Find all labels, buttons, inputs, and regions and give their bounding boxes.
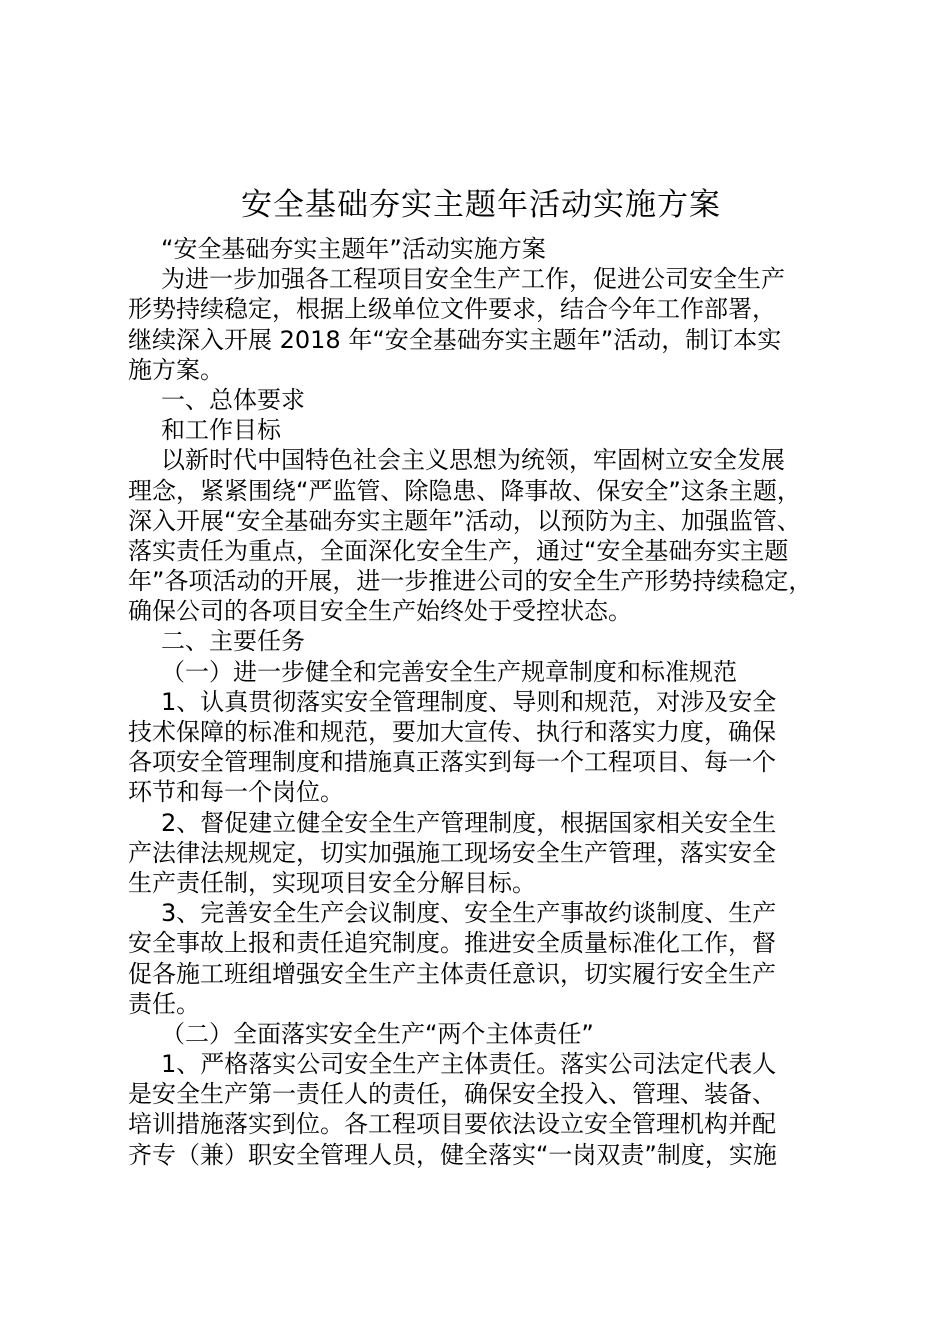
body-line: 齐专（兼）职安全管理人员，健全落实“一岗双责”制度，实施 (128, 1140, 777, 1169)
subsection-heading: （一）进一步健全和完善安全生产规章制度和标准规范 (161, 657, 737, 686)
body-line: 技术保障的标准和规范，要加大宣传、执行和落实力度，确保 (128, 718, 776, 746)
body-line: 1、认真贯彻落实安全管理制度、导则和规范，对涉及安全 (161, 687, 777, 716)
body-line: 为进一步加强各工程项目安全生产工作，促进公司安全生产 (161, 265, 785, 294)
section-heading: 二、主要任务 (161, 627, 305, 656)
body-line: 确保公司的各项目安全生产始终处于受控状态。 (128, 597, 632, 626)
document-body (128, 234, 850, 1170)
section-heading: 一、总体要求 (161, 385, 305, 414)
body-line: 落实责任为重点，全面深化安全生产，通过“安全基础夯实主题 (128, 536, 789, 565)
body-line: 形势持续稳定，根据上级单位文件要求，结合今年工作部署， (128, 295, 776, 324)
subsection-heading: （二）全面落实安全生产“两个主体责任” (161, 1019, 594, 1048)
body-line: 培训措施落实到位。各工程项目要依法设立安全管理机构并配 (128, 1110, 776, 1139)
body-line: “安全基础夯实主题年”活动实施方案 (161, 235, 546, 263)
section-heading: 和工作目标 (161, 416, 281, 445)
body-line: 以新时代中国特色社会主义思想为统领，牢固树立安全发展 (161, 446, 785, 475)
body-line: 促各施工班组增强安全生产主体责任意识，切实履行安全生产 (128, 959, 776, 988)
body-line: 继续深入开展 2018 年“安全基础夯实主题年”活动，制订本实 (128, 325, 782, 354)
body-line: 各项安全管理制度和措施真正落实到每一个工程项目、每一个 (128, 748, 776, 777)
document-title: 安全基础夯实主题年活动实施方案 (241, 187, 721, 223)
body-line: 1、严格落实公司安全生产主体责任。落实公司法定代表人 (161, 1050, 777, 1079)
body-line: 是安全生产第一责任人的责任，确保安全投入、管理、装备、 (128, 1080, 776, 1109)
body-line: 理念，紧紧围绕“严监管、除隐患、降事故、保安全”这条主题， (128, 476, 801, 505)
body-line: 深入开展“安全基础夯实主题年”活动，以预防为主、加强监管、 (128, 506, 801, 535)
body-line: 责任。 (128, 989, 200, 1018)
body-line: 施方案。 (128, 355, 224, 384)
body-line: 年”各项活动的开展，进一步推进公司的安全生产形势持续稳定， (128, 567, 813, 596)
body-line: 产法律法规规定，切实加强施工现场安全生产管理，落实安全 (128, 838, 776, 867)
body-line: 2、督促建立健全安全生产管理制度，根据国家相关安全生 (161, 808, 777, 837)
body-line: 安全事故上报和责任追究制度。推进安全质量标准化工作，督 (128, 929, 776, 958)
body-line: 环节和每一个岗位。 (128, 778, 344, 807)
body-line: 3、完善安全生产会议制度、安全生产事故约谈制度、生产 (161, 899, 777, 928)
body-line: 生产责任制，实现项目安全分解目标。 (128, 868, 536, 897)
